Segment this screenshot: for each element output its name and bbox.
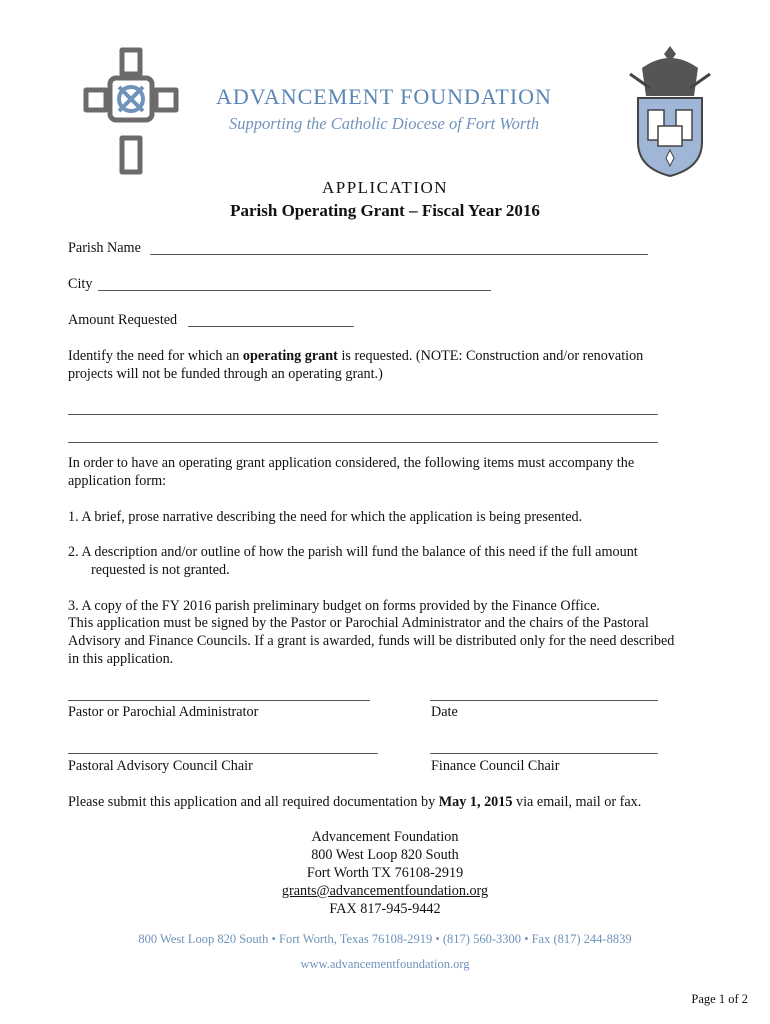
need-instruction [68, 347, 643, 365]
submit-text-start: Please submit this application and all required documentation by [68, 794, 436, 810]
date-line[interactable] [430, 700, 658, 701]
pastoral-council-signature-line[interactable] [68, 753, 378, 754]
address-street: 800 West Loop 820 South [311, 847, 459, 863]
finance-council-label: Finance Council Chair [431, 758, 560, 774]
signing-note-1: This application must be signed by the Pastor or Parochial Administrator and the chairs of the Pastoral [68, 615, 649, 631]
intro-line-2: application form: [68, 473, 167, 489]
celtic-cross-logo [82, 46, 180, 176]
requirement-item-1: 1. A brief, prose narrative describing the need for which the application is being presented. [68, 509, 583, 525]
need-text-start: Identify the need for which an [68, 348, 240, 364]
pastor-signature-label: Pastor or Parochial Administrator [68, 704, 259, 720]
need-text-bold: operating grant [242, 348, 338, 364]
pastoral-council-label: Pastoral Advisory Council Chair [68, 758, 253, 774]
date-label: Date [431, 704, 458, 720]
org-name: ADVANCEMENT FOUNDATION [216, 84, 552, 109]
address-email-link[interactable]: grants@advancementfoundation.org [281, 883, 489, 899]
need-answer-line-2[interactable] [68, 442, 658, 443]
finance-council-signature-line[interactable] [430, 753, 658, 754]
submit-deadline: May 1, 2015 [438, 794, 513, 810]
requirement-item-2-cont: requested is not granted. [91, 562, 230, 578]
org-tagline: Supporting the Catholic Diocese of Fort Worth [229, 114, 540, 133]
signing-note-2: Advisory and Finance Councils. If a grant is awarded, funds will be distributed only for the need described [68, 633, 675, 649]
address-email-row [0, 882, 770, 900]
application-title: APPLICATION [321, 178, 449, 197]
amount-requested-field[interactable] [188, 326, 354, 327]
application-subtitle: Parish Operating Grant – Fiscal Year 2016 [230, 201, 540, 220]
city-label: City [68, 276, 93, 292]
requirement-item-3: 3. A copy of the FY 2016 parish preliminary budget on forms provided by the Finance Office. [68, 598, 600, 614]
footer-address: 800 West Loop 820 South • Fort Worth, Texas 76108-2919 • (817) 560-3300 • Fax (817) 244-8839 [138, 932, 632, 946]
address-fax: FAX 817-945-9442 [329, 901, 441, 917]
signing-note-3: in this application. [68, 651, 174, 667]
diocese-coat-of-arms [624, 44, 716, 180]
submit-text-end: via email, mail or fax. [516, 794, 642, 810]
need-text-end: is requested. (NOTE: Construction and/or renovation [341, 348, 644, 364]
need-answer-line-1[interactable] [68, 414, 658, 415]
address-city: Fort Worth TX 76108-2919 [306, 865, 464, 881]
address-name: Advancement Foundation [311, 829, 459, 845]
footer-website[interactable]: www.advancementfoundation.org [300, 957, 470, 971]
pastor-signature-line[interactable] [68, 700, 370, 701]
submit-instruction [68, 793, 641, 811]
parish-name-field[interactable] [150, 254, 648, 255]
requirement-item-2: 2. A description and/or outline of how the parish will fund the balance of this need if the full amount [68, 544, 638, 560]
need-note: projects will not be funded through an operating grant.) [68, 366, 383, 382]
amount-requested-label: Amount Requested [68, 312, 178, 328]
city-field[interactable] [98, 290, 491, 291]
page-number: Page 1 of 2 [691, 992, 748, 1006]
parish-name-label: Parish Name [68, 240, 141, 256]
intro-line-1: In order to have an operating grant application considered, the following items must accompany the [68, 455, 635, 471]
